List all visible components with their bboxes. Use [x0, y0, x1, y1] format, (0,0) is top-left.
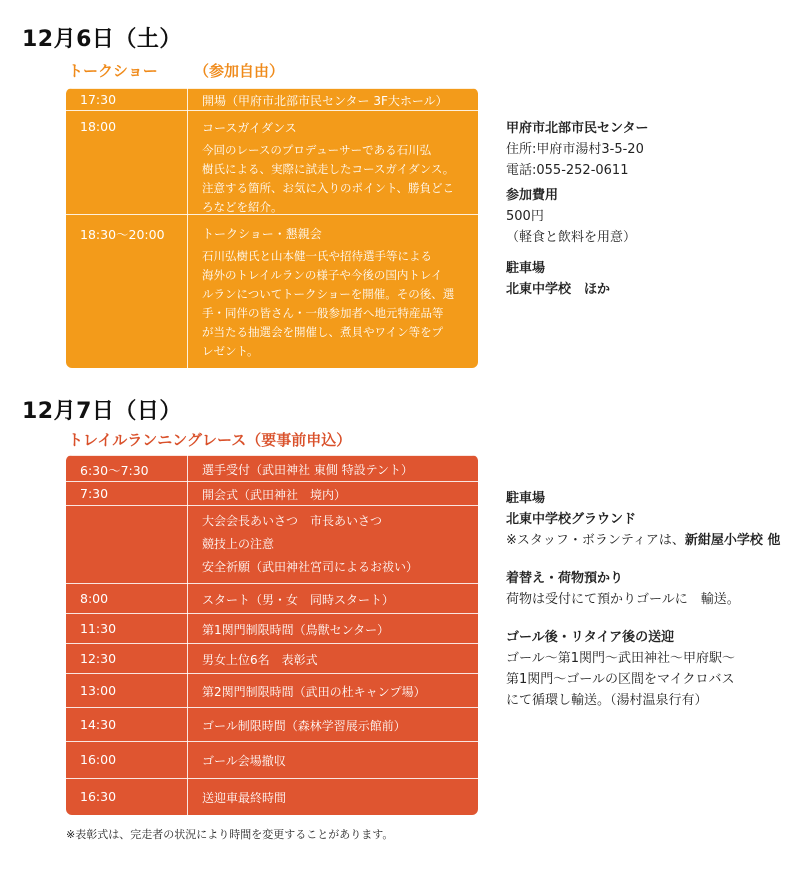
parking-label: 駐車場 [506, 261, 546, 276]
day1-title: 12月6日（土） [22, 27, 182, 52]
row-description [202, 141, 472, 217]
parking-value: 北東中学校グラウンド [506, 512, 637, 527]
row-text: ゴール会場撤収 [202, 754, 286, 768]
row-time: 11:30 [80, 621, 117, 636]
fee-value: 500円 [506, 209, 544, 224]
desc-line: 手・同伴の皆さん・一般参加者へ地元特産品等 [202, 306, 444, 320]
row-time: 12:30 [80, 651, 117, 666]
desc-line: が当たる抽選会を開催し、煮貝やワイン等をプ [202, 325, 444, 339]
desc-line: レゼント。 [202, 344, 259, 358]
table-row [66, 481, 478, 505]
parking-note-school: 新紺屋小学校 他 [684, 533, 781, 548]
row-sub-items [202, 510, 472, 579]
row-text: 第1関門制限時間（鳥獣センター） [202, 623, 390, 637]
shuttle-line: 第1関門～ゴールの区間をマイクロバス [506, 672, 735, 687]
sub-item: 安全祈願（武田神社宮司によるお祓い） [202, 560, 419, 574]
desc-line: 注意する箇所、お気に入りのポイント、勝負どこ [202, 181, 454, 195]
talkshow-section-note: （参加自由） [194, 62, 285, 80]
row-text: 第2関門制限時間（武田の杜キャンプ場） [202, 685, 426, 699]
row-text: トークショー・懇親会 [202, 227, 322, 241]
table-row [66, 583, 478, 613]
table-row [66, 643, 478, 673]
day2-info [506, 488, 780, 711]
parking-note [506, 530, 780, 551]
desc-line: 樹氏による、実際に試走したコースガイダンス。 [202, 162, 455, 176]
table-row [66, 673, 478, 707]
row-time: 17:30 [80, 92, 117, 107]
row-text: スタート（男・女 同時スタート） [202, 593, 395, 607]
parking-label: 駐車場 [506, 491, 546, 506]
talkshow-section-title: トークショー [68, 62, 158, 80]
day1-venue-info [506, 118, 648, 300]
venue-address: 住所:甲府市湯村3-5-20 [506, 142, 644, 157]
row-time: 8:00 [80, 591, 109, 606]
row-text: 開場（甲府市北部市民センター 3F大ホール） [202, 94, 448, 108]
table-row [66, 613, 478, 643]
parking-note-text: ※スタッフ・ボランティアは、 [506, 533, 685, 548]
table-row [66, 741, 478, 778]
desc-line: 今回のレースのプロデューサーである石川弘 [202, 143, 432, 157]
fee-label: 参加費用 [506, 188, 559, 203]
venue-name: 甲府市北部市民センター [506, 121, 649, 136]
table-row [66, 707, 478, 741]
day2-title: 12月7日（日） [22, 399, 182, 424]
row-text: コースガイダンス [202, 121, 297, 135]
table-row [66, 88, 478, 110]
change-value: 荷物は受付にて預かりゴールに 輸送。 [506, 592, 740, 607]
row-time: 18:00 [80, 119, 117, 134]
table-row [66, 778, 478, 815]
desc-line: ルランについてトークショーを開催。その後、選 [202, 287, 455, 301]
row-text: 開会式（武田神社 境内） [202, 488, 347, 502]
row-text: 選手受付（武田神社 東側 特設テント） [202, 463, 414, 477]
race-section-title: トレイルランニングレース（要事前申込） [68, 431, 352, 449]
row-time: 14:30 [80, 717, 117, 732]
row-time: 16:00 [80, 752, 117, 767]
venue-phone: 電話:055-252-0611 [506, 163, 629, 178]
row-time: 16:30 [80, 789, 117, 804]
desc-line: 海外のトレイルランの様子や今後の国内トレイ [202, 268, 443, 282]
row-text: 送迎車最終時間 [202, 791, 287, 805]
row-description [202, 247, 472, 361]
fee-note: （軽食と飲料を用意） [506, 230, 637, 245]
talkshow-schedule-table [66, 88, 478, 368]
sub-item: 大会会長あいさつ 市長あいさつ [202, 514, 383, 528]
row-text: ゴール制限時間（森林学習展示館前） [202, 719, 406, 733]
row-time: 18:30～20:00 [80, 227, 165, 242]
table-row [66, 455, 478, 481]
shuttle-line: にて循環し輸送。（湯村温泉行有） [506, 693, 708, 708]
desc-line: 石川弘樹氏と山本健一氏や招待選手等による [202, 249, 432, 263]
footnote: ※表彰式は、完走者の状況により時間を変更することがあります。 [66, 828, 394, 841]
table-row [66, 214, 478, 368]
sub-item: 競技上の注意 [202, 537, 275, 551]
table-row [66, 110, 478, 214]
change-label: 着替え・荷物預かり [506, 571, 624, 586]
parking-value: 北東中学校 ほか [506, 282, 611, 297]
race-schedule-table [66, 455, 478, 815]
table-row [66, 505, 478, 583]
shuttle-label: ゴール後・リタイア後の送迎 [506, 630, 675, 645]
row-time: 7:30 [80, 486, 109, 501]
shuttle-line: ゴール～第1関門～武田神社～甲府駅～ [506, 651, 736, 666]
row-text: 男女上位6名 表彰式 [202, 653, 318, 667]
row-time: 13:00 [80, 683, 117, 698]
desc-line: ろなどを紹介。 [202, 200, 283, 214]
row-time: 6:30～7:30 [80, 463, 149, 478]
